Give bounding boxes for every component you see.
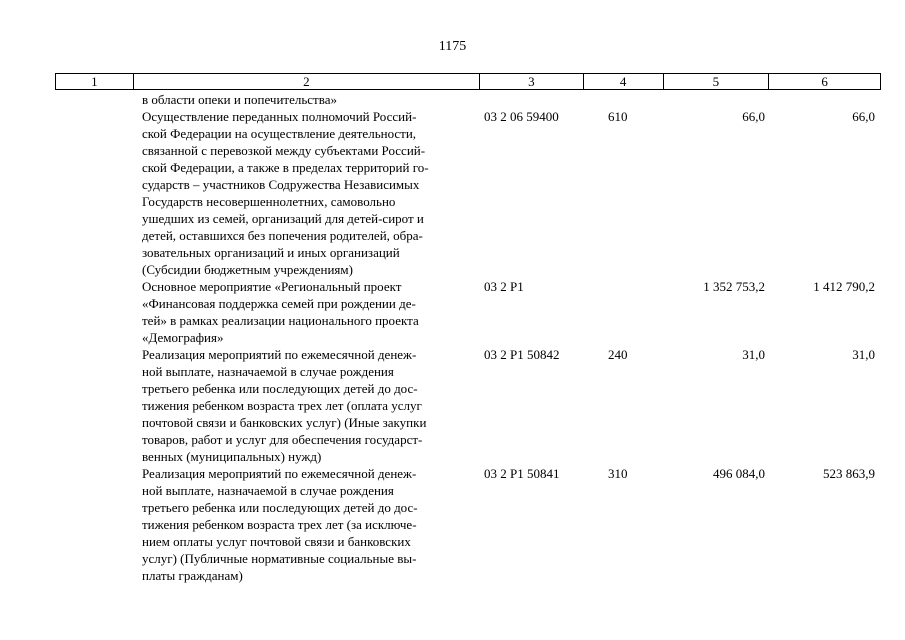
row-value-5: 1 352 753,2	[703, 279, 765, 294]
row-value-6: 66,0	[852, 109, 875, 124]
row-code: 03 2 06 59400	[484, 109, 559, 124]
row-col-1	[55, 91, 133, 108]
header-col-4: 4	[584, 74, 664, 89]
row-code: 03 2 P1 50842	[484, 347, 560, 362]
header-col-6: 6	[821, 74, 828, 89]
row-code	[480, 91, 584, 108]
row-description: Осуществление переданных полномочий Россий- ской Федерации на осуществление деятельности, связанной с перевозкой между субъектами Россий- ской Федерации, а также в пределах территорий го- сударств – участников Содружества Независимых Государств несовершеннолетних, самовольно ушедших из семей, организаций для детей-сирот и детей, оставшихся без попечения родителей, обра- зовательных организаций и иных организаций (Субсидии бюджетным учреждениям)	[142, 109, 429, 277]
row-value-5	[664, 91, 770, 108]
row-description: Реализация мероприятий по ежемесячной денеж- ной выплате, назначаемой в случае рождения третьего ребенка или последующих детей до дос- тижения ребенком возраста трех лет (за исключе- нием оплаты услуг почтовой связи и банковских услуг) (Публичные нормативные социальные вы- платы гражданам)	[142, 466, 418, 583]
row-code: 03 2 P1 50841	[484, 466, 560, 481]
header-col-5: 5	[664, 74, 770, 89]
row-description: в области опеки и попечительства»	[142, 92, 337, 107]
row-type	[584, 91, 664, 108]
table-body	[55, 91, 881, 584]
table-row	[55, 346, 881, 465]
row-col-1	[55, 278, 133, 346]
row-value-5: 496 084,0	[713, 466, 765, 481]
row-type: 240	[608, 347, 628, 362]
row-value-6: 31,0	[852, 347, 875, 362]
row-type: 610	[608, 109, 628, 124]
header-col-3: 3	[480, 74, 584, 89]
header-col-2: 2	[134, 74, 480, 89]
row-col-1	[55, 346, 133, 465]
row-col-1	[55, 108, 133, 278]
row-col-1	[55, 465, 133, 584]
row-type	[584, 278, 664, 346]
table-row	[55, 91, 881, 108]
row-value-6	[770, 91, 881, 108]
row-description: Реализация мероприятий по ежемесячной денеж- ной выплате, назначаемой в случае рождения третьего ребенка или последующих детей до дос- тижения ребенком возраста трех лет (оплата услуг почтовой связи и банковских услуг) (Иные закупки товаров, работ и услуг для обеспечения государст- венных (муниципальных) нужд)	[142, 347, 427, 464]
page-number: 1175	[438, 39, 467, 54]
row-value-5: 31,0	[742, 347, 765, 362]
table-header	[55, 73, 881, 90]
row-type: 310	[608, 466, 628, 481]
row-value-6: 1 412 790,2	[813, 279, 875, 294]
table-row	[55, 278, 881, 346]
row-value-6: 523 863,9	[823, 466, 875, 481]
table-row	[55, 465, 881, 584]
row-description: Основное мероприятие «Региональный проект «Финансовая поддержка семей при рождении де- тей» в рамках реализации национального проекта «Демография»	[142, 279, 419, 345]
table-row	[55, 108, 881, 278]
row-value-5: 66,0	[742, 109, 765, 124]
row-code: 03 2 P1	[484, 279, 524, 294]
header-col-1: 1	[56, 74, 134, 89]
